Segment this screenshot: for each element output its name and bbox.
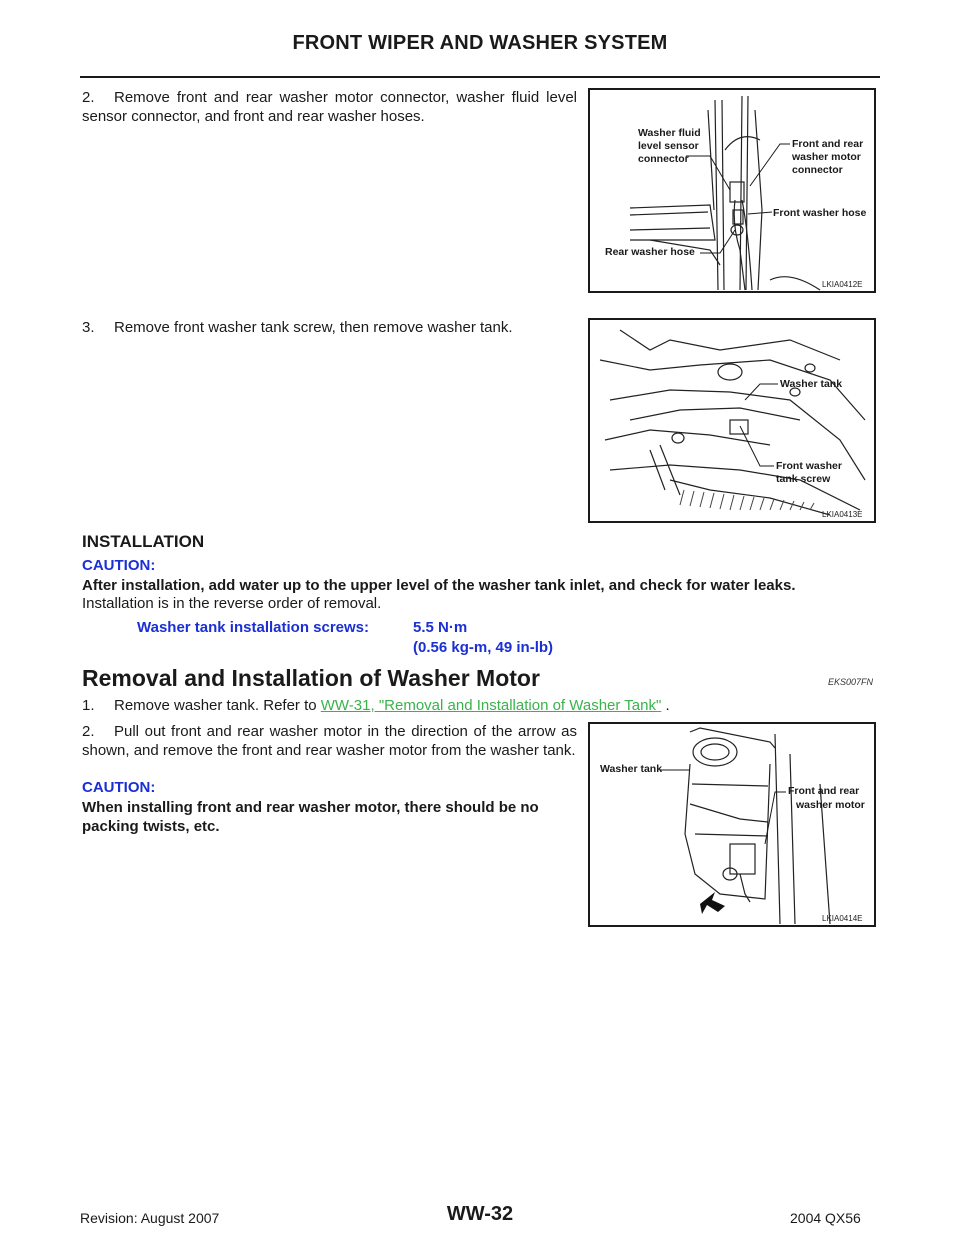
step-number: 3.: [82, 319, 95, 336]
installation-note: Installation is in the reverse order of removal.: [82, 595, 382, 612]
washer-tank-illustration: [590, 320, 874, 521]
label-front-washer-hose: Front washer hose: [773, 207, 867, 219]
label-washer-tank: Washer tank: [600, 763, 663, 775]
figure-washer-motor: [588, 722, 876, 927]
label-front-washer-tank-screw-1: Front washer: [776, 460, 842, 472]
installation-heading: INSTALLATION: [82, 532, 205, 551]
label-rear-washer-hose: Rear washer hose: [605, 246, 695, 258]
footer-revision: Revision: August 2007: [80, 1210, 220, 1226]
spec-value-torque: 5.5 N·m: [413, 619, 468, 636]
label-washer-fluid-sensor-1: Washer fluid: [638, 127, 701, 139]
link-ww31-washer-tank[interactable]: WW-31, "Removal and Installation of Washer Tank": [320, 697, 662, 714]
label-front-washer-tank-screw-2: tank screw: [776, 473, 831, 485]
label-washer-fluid-sensor-2: level sensor: [638, 140, 699, 152]
step-text: Pull out front and rear washer motor in the direction of the arrow as shown, and remove the front and rear washer motor from the washer tank.: [82, 723, 577, 759]
motor-caution-label: CAUTION:: [82, 779, 156, 796]
pull-direction-arrow: [700, 892, 725, 914]
step-2: [82, 88, 577, 126]
section-code: EKS007FN: [828, 677, 874, 687]
figure-code: LKIA0414E: [822, 914, 863, 923]
motor-step-1: [82, 696, 882, 715]
step-number: 2.: [82, 89, 95, 106]
label-front-rear-connector-3: connector: [792, 164, 843, 176]
label-front-rear-motor-1: Front and rear: [788, 785, 860, 797]
washer-motor-heading: Removal and Installation of Washer Motor: [82, 665, 540, 691]
installation-caution-label: CAUTION:: [82, 557, 156, 574]
step-end: .: [665, 697, 670, 714]
page-title: FRONT WIPER AND WASHER SYSTEM: [292, 32, 668, 54]
spec-label: Washer tank installation screws:: [137, 619, 370, 636]
figure-washer-connectors: [588, 88, 876, 293]
step-text: Remove front washer tank screw, then remove washer tank.: [114, 319, 513, 336]
figure-code: LKIA0413E: [822, 510, 863, 519]
step-text: Remove washer tank. Refer to: [114, 697, 317, 714]
step-number: 1.: [82, 697, 95, 714]
label-front-rear-connector-2: washer motor: [792, 151, 861, 163]
motor-step-2: [82, 722, 577, 760]
label-washer-tank: Washer tank: [780, 378, 843, 390]
figure-code: LKIA0412E: [822, 280, 863, 289]
motor-caution-text: When installing front and rear washer motor, there should be no packing twists, etc.: [82, 799, 539, 835]
header-divider: [80, 76, 880, 78]
step-3: [82, 318, 577, 337]
footer-model: 2004 QX56: [790, 1210, 861, 1226]
label-front-rear-motor-2: washer motor: [796, 799, 865, 811]
label-front-rear-connector-1: Front and rear: [792, 138, 864, 150]
step-number: 2.: [82, 723, 95, 740]
washer-connectors-illustration: [590, 90, 874, 291]
label-washer-fluid-sensor-3: connector: [638, 153, 689, 165]
spec-value-conversion: (0.56 kg-m, 49 in-lb): [413, 639, 554, 656]
figure-washer-tank: [588, 318, 876, 523]
step-text: Remove front and rear washer motor connector, washer fluid level sensor connector, and front and rear washer hoses.: [82, 89, 577, 125]
washer-motor-illustration: [590, 724, 874, 925]
page-number: WW-32: [446, 1203, 514, 1225]
installation-caution-text: After installation, add water up to the upper level of the washer tank inlet, and check for water leaks.: [82, 577, 796, 594]
